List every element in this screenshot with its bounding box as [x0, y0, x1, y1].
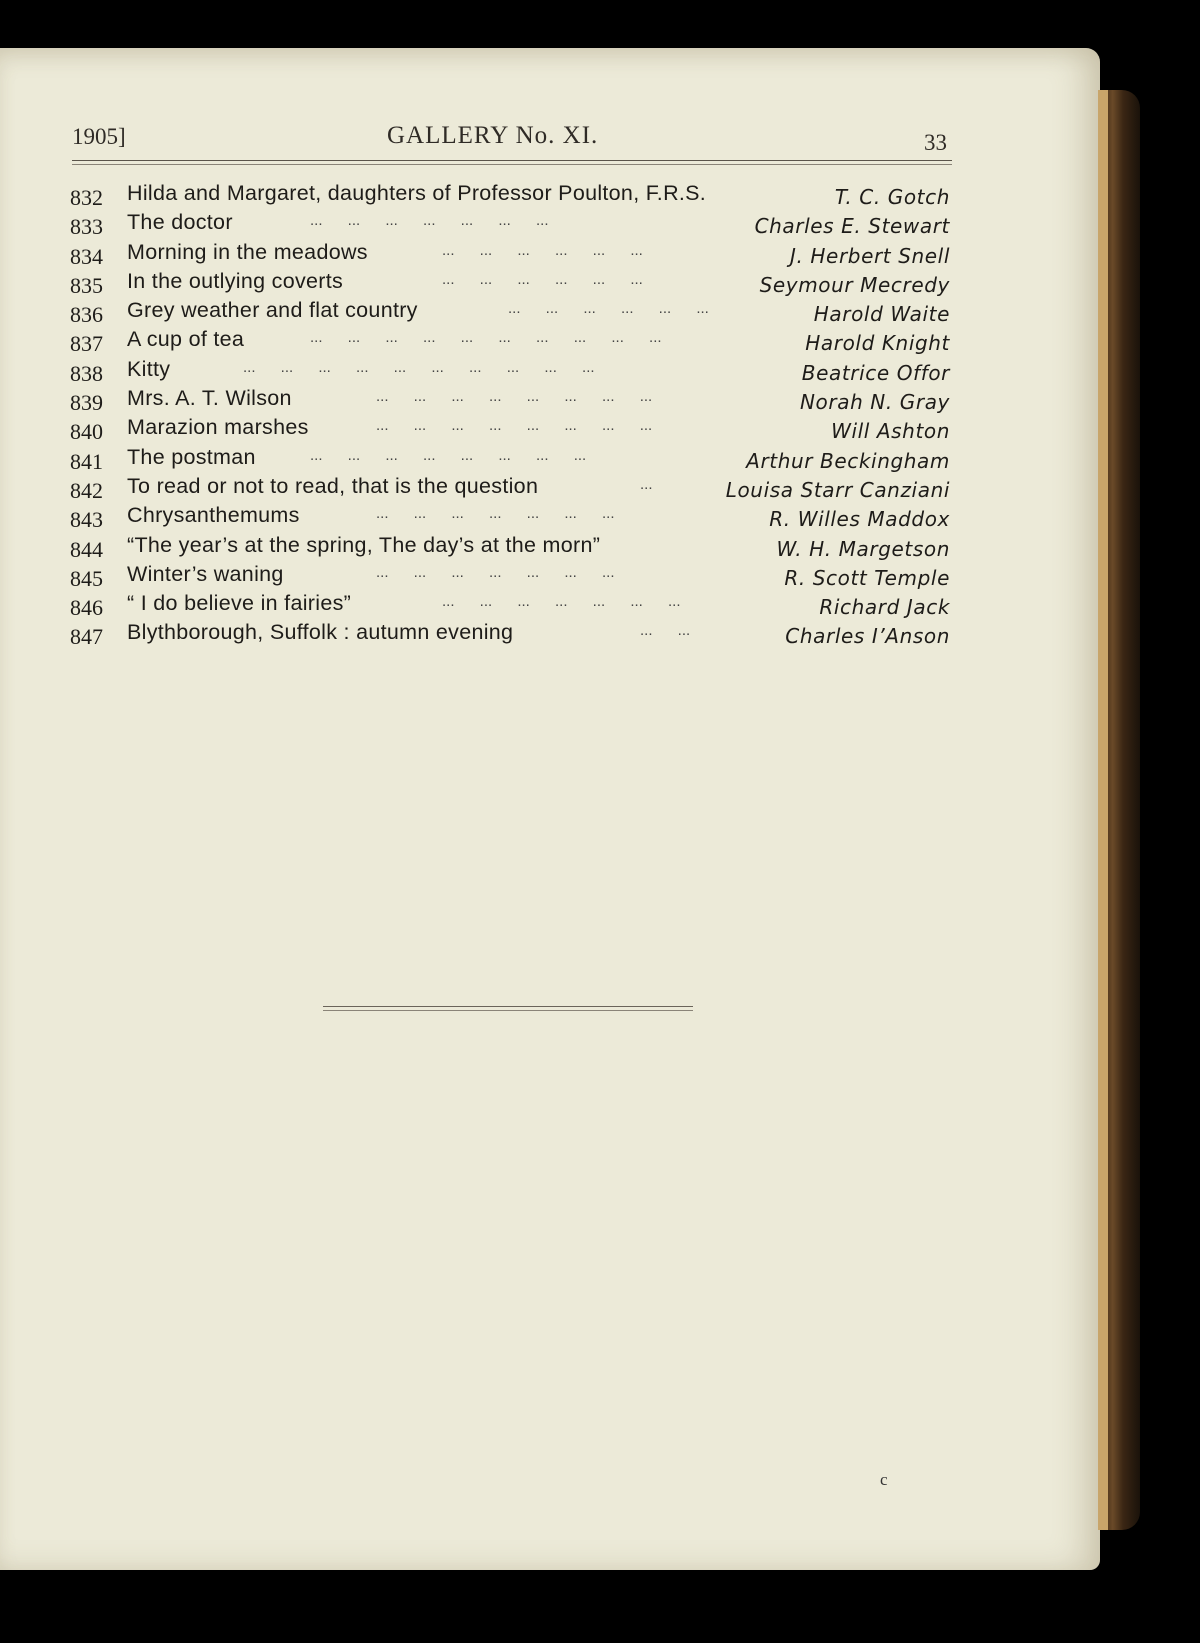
dot-leader: ... ... ... ... ... ... ... ... ... ... [310, 329, 662, 347]
catalogue-entry [0, 533, 1100, 562]
catalogue-entry [0, 327, 1100, 356]
entry-title: Winter’s waning [127, 561, 284, 586]
entry-artist: Will Ashton [831, 419, 950, 444]
entry-artist: Richard Jack [819, 595, 950, 620]
catalogue-entry [0, 298, 1100, 327]
entry-title: Blythborough, Suffolk : autumn evening [127, 620, 514, 645]
entry-artist: Arthur Beckingham [746, 448, 950, 473]
entry-number: 834 [70, 243, 103, 269]
running-head [72, 120, 952, 156]
catalogue-entry [0, 181, 1100, 210]
dot-leader: ... ... ... ... ... ... ... [376, 505, 615, 523]
entry-artist: J. Herbert Snell [790, 243, 950, 268]
entry-artist: Seymour Mecredy [759, 272, 950, 297]
entry-artist: Charles E. Stewart [754, 214, 950, 239]
entry-artist: Norah N. Gray [800, 390, 950, 415]
entry-title: Kitty [127, 356, 171, 381]
entry-number: 833 [70, 214, 103, 240]
header-rule [72, 160, 952, 165]
page-number: 33 [924, 130, 947, 155]
dot-leader: ... ... ... ... ... ... [442, 270, 643, 288]
entry-artist: Louisa Starr Canziani [725, 477, 950, 502]
catalogue-entry [0, 591, 1100, 620]
catalogue-entry [0, 386, 1100, 415]
entry-artist: T. C. Gotch [834, 185, 950, 209]
entry-title: “ I do believe in fairies” [127, 591, 352, 616]
dot-leader: ... ... ... ... ... ... ... [376, 563, 615, 581]
signature-mark: c [880, 1470, 888, 1489]
entry-number: 845 [70, 565, 103, 591]
entry-title: Grey weather and flat country [127, 298, 418, 323]
entry-title: The doctor [127, 210, 233, 235]
catalogue-entry [0, 357, 1100, 386]
entry-artist: R. Willes Maddox [769, 507, 950, 532]
entry-number: 847 [70, 624, 103, 650]
dot-leader: ... ... [640, 622, 691, 640]
entry-title: Chrysanthemums [127, 503, 300, 528]
catalogue-entry [0, 415, 1100, 444]
entry-number: 842 [70, 477, 103, 503]
entry-title: In the outlying coverts [127, 268, 344, 293]
dot-leader: ... ... ... ... ... ... ... ... [376, 388, 653, 406]
entry-number: 843 [70, 507, 103, 533]
entry-number: 832 [70, 185, 103, 210]
entry-artist: Beatrice Offor [801, 360, 950, 385]
dot-leader: ... ... ... ... ... ... ... ... ... ... [243, 358, 595, 376]
entry-title: A cup of tea [127, 327, 245, 352]
entry-artist: Harold Knight [805, 331, 950, 356]
catalogue-entry [0, 210, 1100, 239]
dot-leader: ... ... ... ... ... ... ... ... [376, 417, 653, 435]
entry-number: 844 [70, 536, 103, 562]
entry-artist: W. H. Margetson [776, 536, 950, 561]
dot-leader: ... ... ... ... ... ... ... [442, 593, 681, 611]
catalogue-list [0, 181, 1100, 650]
dot-leader: ... [640, 475, 653, 493]
entry-artist: R. Scott Temple [784, 565, 950, 590]
dot-leader: ... ... ... ... ... ... [442, 241, 643, 259]
page-title: GALLERY No. XI. [387, 122, 599, 149]
entry-number: 836 [70, 302, 103, 328]
entry-artist: Charles I’Anson [785, 624, 950, 649]
catalogue-entry [0, 620, 1100, 649]
section-divider [323, 1006, 693, 1011]
dot-leader: ... ... ... ... ... ... ... [310, 212, 549, 230]
entry-title: Marazion marshes [127, 415, 309, 440]
entry-title: Hilda and Margaret, daughters of Professor Poulton, F.R.S. [127, 181, 707, 205]
entry-title: “The year’s at the spring, The day’s at the morn” [127, 532, 601, 557]
entry-number: 837 [70, 331, 103, 357]
entry-number: 841 [70, 448, 103, 474]
entry-title: Morning in the meadows [127, 239, 368, 264]
entry-artist: Harold Waite [813, 302, 950, 327]
entry-number: 846 [70, 595, 103, 621]
entry-number: 835 [70, 272, 103, 298]
catalogue-entry [0, 562, 1100, 591]
entry-title: The postman [127, 444, 256, 469]
catalogue-entry [0, 269, 1100, 298]
entry-number: 840 [70, 419, 103, 445]
catalogue-entry [0, 445, 1100, 474]
dot-leader: ... ... ... ... ... ... [508, 300, 709, 318]
entry-title: To read or not to read, that is the question [127, 473, 539, 498]
entry-number: 838 [70, 360, 103, 386]
catalogue-entry [0, 474, 1100, 503]
entry-number: 839 [70, 390, 103, 416]
entry-title: Mrs. A. T. Wilson [127, 386, 292, 411]
dot-leader: ... ... ... ... ... ... ... ... [310, 446, 587, 464]
catalogue-entry [0, 503, 1100, 532]
catalogue-entry [0, 240, 1100, 269]
header-year: 1905] [72, 124, 126, 149]
